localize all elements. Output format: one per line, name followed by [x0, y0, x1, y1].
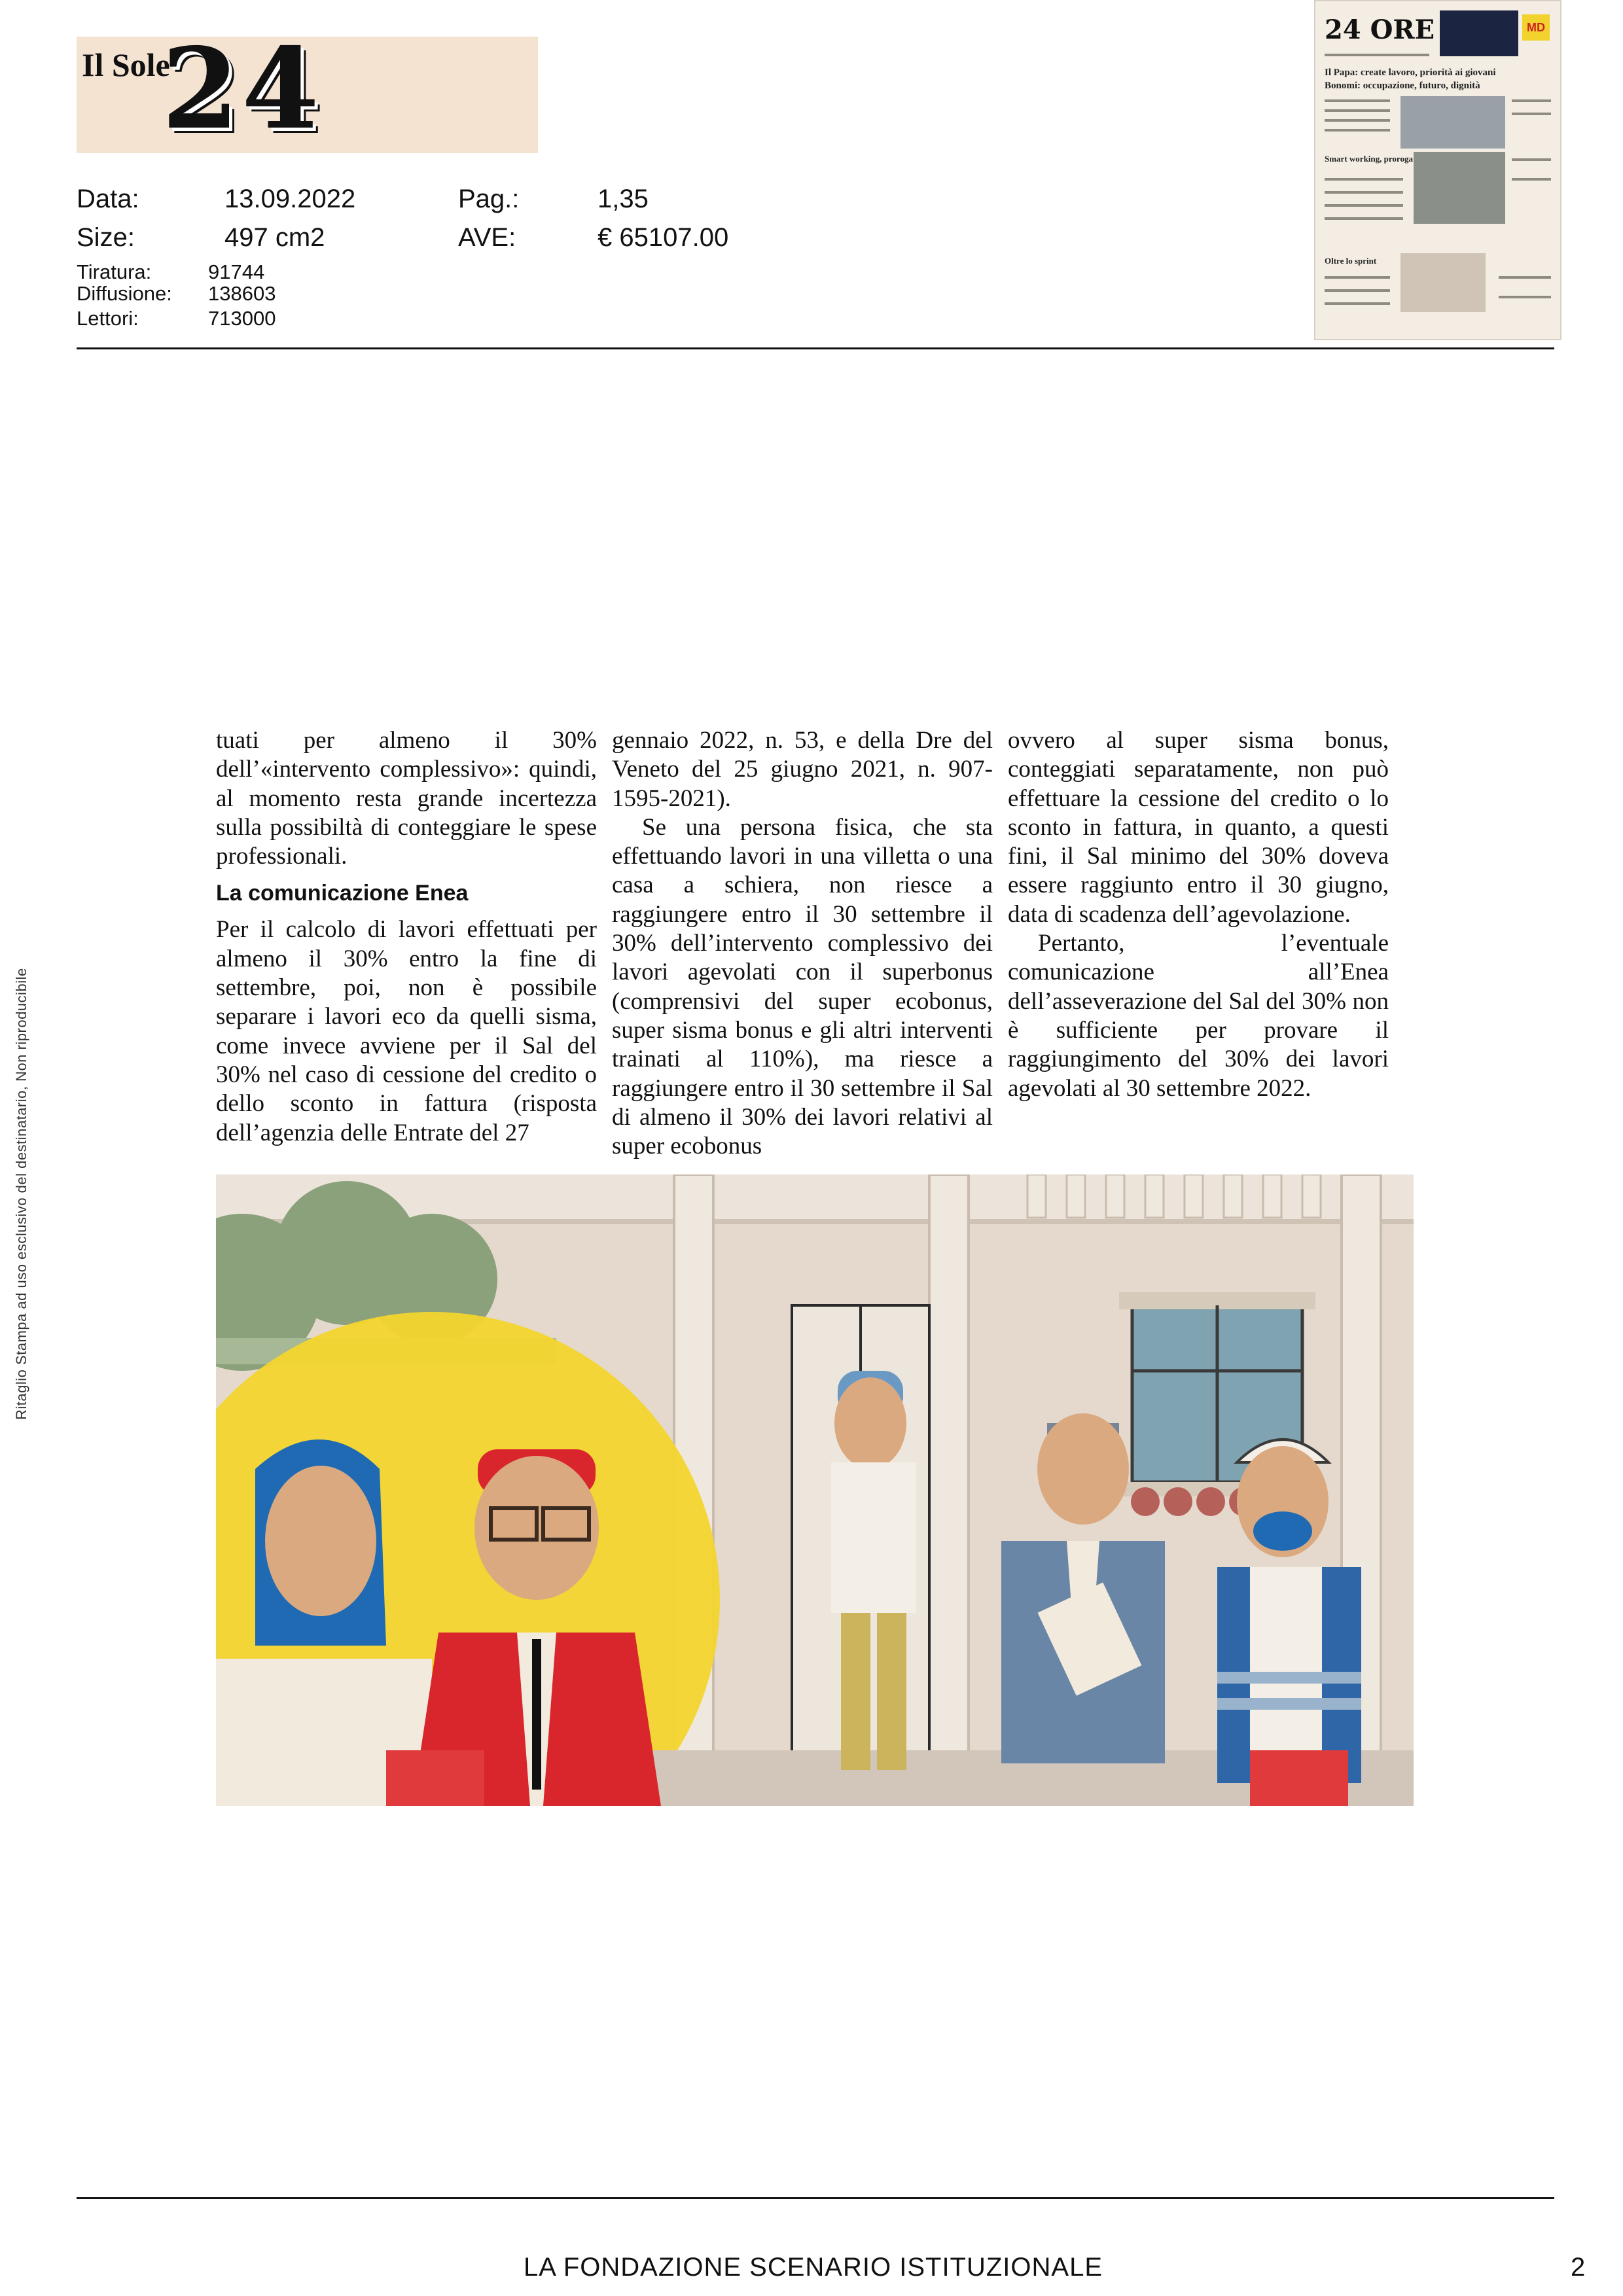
article-column-3: [1008, 726, 1389, 1103]
article-column-1: [216, 726, 597, 1148]
size-label: Size:: [77, 223, 135, 252]
thumbnail-ad-badge: MD: [1522, 14, 1550, 41]
article-paragraph: ovvero al super sisma bonus, conteggiati separatamente, non può effettuare la cessione del credito o lo sconto in fattura, in quanto, a questi fini, il Sal minimo del 30% doveva essere raggiunto entro il 30 giugno, data di scadenza dell’agevolazione.: [1008, 727, 1389, 928]
thumbnail-photo-2: [1414, 152, 1505, 224]
header-divider: [77, 347, 1554, 349]
article-illustration: [216, 1174, 1414, 1806]
diffusione-value: 138603: [208, 282, 276, 305]
tiratura-value: 91744: [208, 260, 265, 283]
article-paragraph: Se una persona fisica, che sta effettuando lavori in una villetta o una casa a schiera, non riesce a raggiungere entro il 30 settembre il 30% dell’intervento complessivo dei lavori agevolati con il superbonus (comprensivi del super ecobonus, super sisma bonus e gli altri interventi trainati al 110%), ma riesce a raggiungere entro il 30 settembre il Sal di almeno il 30% dei lavori relativi al super ecobonus: [612, 813, 993, 1160]
footer-divider: [77, 2197, 1554, 2199]
article-paragraph: tuati per almeno il 30% dell’«intervento complessivo»: quindi, al momento resta grande incertezza sulla possibiltà di conteggiare le spese professionali.: [216, 727, 597, 870]
ave-value: € 65107.00: [597, 223, 729, 252]
copyright-side-note: Ritaglio Stampa ad uso esclusivo del destinatario, Non riproducibile: [13, 968, 29, 1420]
thumbnail-photo-3: [1400, 253, 1486, 312]
article-column-2: [612, 726, 993, 1161]
lettori-value: 713000: [208, 307, 276, 330]
data-value: 13.09.2022: [224, 185, 356, 213]
thumbnail-logo: 24 ORE: [1325, 14, 1435, 45]
thumbnail-photo-1: [1400, 96, 1505, 149]
logo-big-text: 24: [162, 37, 322, 153]
footer-title: LA FONDAZIONE SCENARIO ISTITUZIONALE: [524, 2253, 1103, 2282]
lettori-label: Lettori:: [77, 307, 139, 330]
thumbnail-top-image: [1440, 10, 1518, 56]
data-label: Data:: [77, 185, 139, 213]
thumbnail-headline-1: Il Papa: create lavoro, priorità ai giovani: [1325, 67, 1496, 78]
thumbnail-headline-3: Smart working, proroga: [1325, 154, 1413, 164]
article-paragraph: Per il calcolo di lavori effettuati per almeno il 30% entro la fine di settembre, poi, non è possibile separare i lavori eco da quelli sisma, come invece avviene per il Sal del 30% nel caso di cessione del credito o dello sconto in fattura (risposta dell’agenzia delle Entrate del 27: [216, 916, 597, 1146]
pag-label: Pag.:: [458, 185, 520, 213]
diffusione-label: Diffusione:: [77, 282, 172, 305]
page-number: 2: [1571, 2253, 1586, 2282]
tiratura-label: Tiratura:: [77, 260, 152, 283]
thumbnail-headline-4: Oltre lo sprint: [1325, 256, 1377, 266]
article-subheading: La comunicazione Enea: [216, 881, 469, 906]
thumbnail-headline-2: Bonomi: occupazione, futuro, dignità: [1325, 80, 1480, 91]
logo-small-text: Il Sole: [82, 46, 170, 83]
article-paragraph: Pertanto, l’eventuale comunicazione all’Enea dell’asseverazione del Sal del 30% non è sufficiente per provare il raggiungimento del 30% dei lavori agevolati al 30 settembre 2022.: [1008, 930, 1389, 1102]
ave-label: AVE:: [458, 223, 516, 252]
front-page-thumbnail: [1314, 0, 1561, 340]
size-value: 497 cm2: [224, 223, 325, 252]
article-paragraph: gennaio 2022, n. 53, e della Dre del Veneto del 25 giugno 2021, n. 907-1595-2021).: [612, 727, 993, 812]
newspaper-logo: [77, 37, 538, 153]
pag-value: 1,35: [597, 185, 649, 213]
